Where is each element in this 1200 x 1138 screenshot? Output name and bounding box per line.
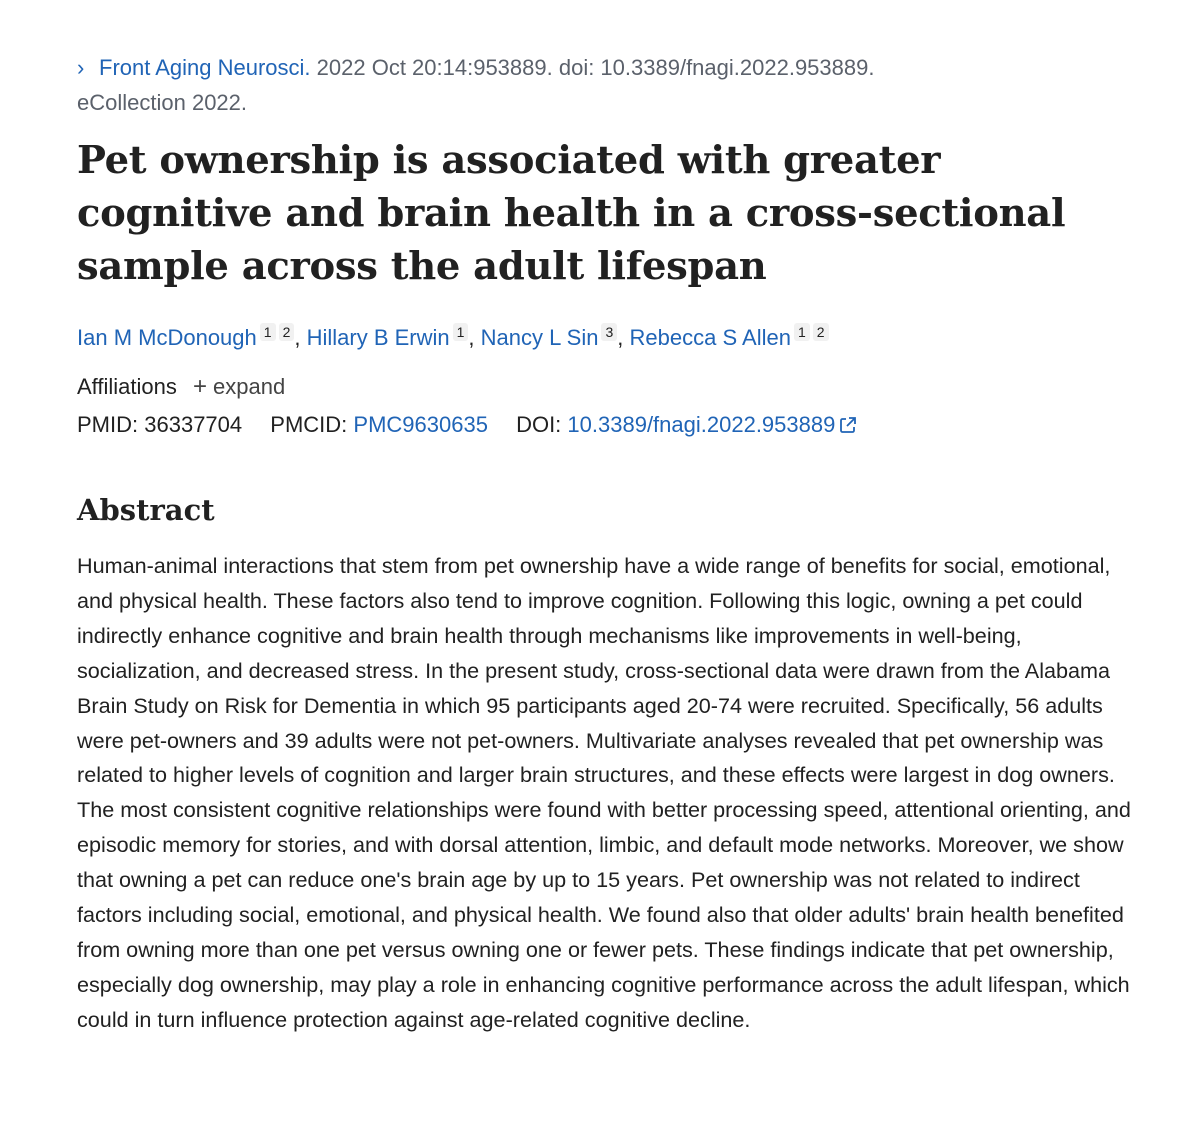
pmid-label: PMID:	[77, 412, 139, 437]
pmcid-link[interactable]: PMC9630635	[353, 412, 488, 437]
author-link[interactable]: Nancy L Sin	[480, 325, 599, 350]
abstract-text: Human-animal interactions that stem from pet ownership have a wide range of benefits for social, emotional, and physical health. These factors also tend to improve cognition. Following this logic, owning a pet could indirectly enhance cognitive and brain health through mechanisms like improvements in well-being, socialization, and decreased stress. In the present study, cross-sectional data were drawn from the Alabama Brain Study on Risk for Dementia in which 95 participants aged 20-74 were recruited. Specifically, 56 adults were pet-owners and 39 adults were not pet-owners. Multivariate analyses revealed that pet ownership was related to higher levels of cognition and larger brain structures, and these effects were largest in dog owners. The most consistent cognitive relationships were found with better processing speed, attentional orienting, and episodic memory for stories, and with dorsal attention, limbic, and default mode networks. Moreover, we show that owning a pet can reduce one's brain age by up to 15 years. Pet ownership was not related to indirect factors including social, emotional, and physical health. We found also that older adults' brain health benefited from owning more than one pet versus owning one or fewer pets. These findings indicate that pet ownership, especially dog ownership, may play a role in enhancing cognitive performance across the adult lifespan, which could in turn influence protection against age-related cognitive decline.	[77, 553, 1131, 1032]
author-link[interactable]: Rebecca S Allen	[629, 325, 791, 350]
affiliation-badge[interactable]: 1	[260, 323, 276, 341]
expand-affiliations-button[interactable]	[193, 374, 285, 399]
affiliation-badge[interactable]: 3	[601, 323, 617, 341]
doi-label: DOI:	[516, 412, 562, 437]
citation-collection: eCollection 2022.	[77, 90, 248, 115]
affiliation-badge[interactable]: 1	[453, 323, 469, 341]
author-link[interactable]: Hillary B Erwin	[306, 325, 450, 350]
pmid-value: 36337704	[144, 412, 243, 437]
chevron-right-icon[interactable]: ›	[77, 55, 85, 80]
affiliations-row	[77, 370, 1137, 404]
author-list: Ian M McDonough 1 2 , Hillary B Erwin 1 , Nancy L Sin 3 , Rebecca S Allen 1 2	[77, 321, 1137, 355]
article-title: Pet ownership is associated with greater cognitive and brain health in a cross-sectional sample across the adult lifespan	[77, 138, 1066, 289]
identifiers-row	[77, 408, 1137, 442]
external-link-icon	[839, 416, 857, 434]
pmcid-label: PMCID:	[270, 412, 348, 437]
article-page	[77, 50, 1137, 1059]
affiliation-badge[interactable]: 1	[794, 323, 810, 341]
plus-icon: +	[193, 373, 208, 400]
author-link[interactable]: Ian M McDonough	[77, 325, 257, 350]
citation	[77, 50, 1137, 120]
expand-label: expand	[213, 374, 286, 399]
journal-link[interactable]: Front Aging Neurosci.	[99, 55, 311, 80]
abstract-heading: Abstract	[77, 493, 215, 527]
affiliation-badge[interactable]: 2	[813, 323, 829, 341]
citation-details: 2022 Oct 20:14:953889. doi: 10.3389/fnagi.2022.953889.	[310, 55, 875, 80]
affiliation-badge[interactable]: 2	[279, 323, 295, 341]
doi-value: 10.3389/fnagi.2022.953889	[567, 412, 836, 437]
affiliations-label: Affiliations	[77, 374, 177, 399]
doi-link[interactable]	[567, 412, 857, 437]
